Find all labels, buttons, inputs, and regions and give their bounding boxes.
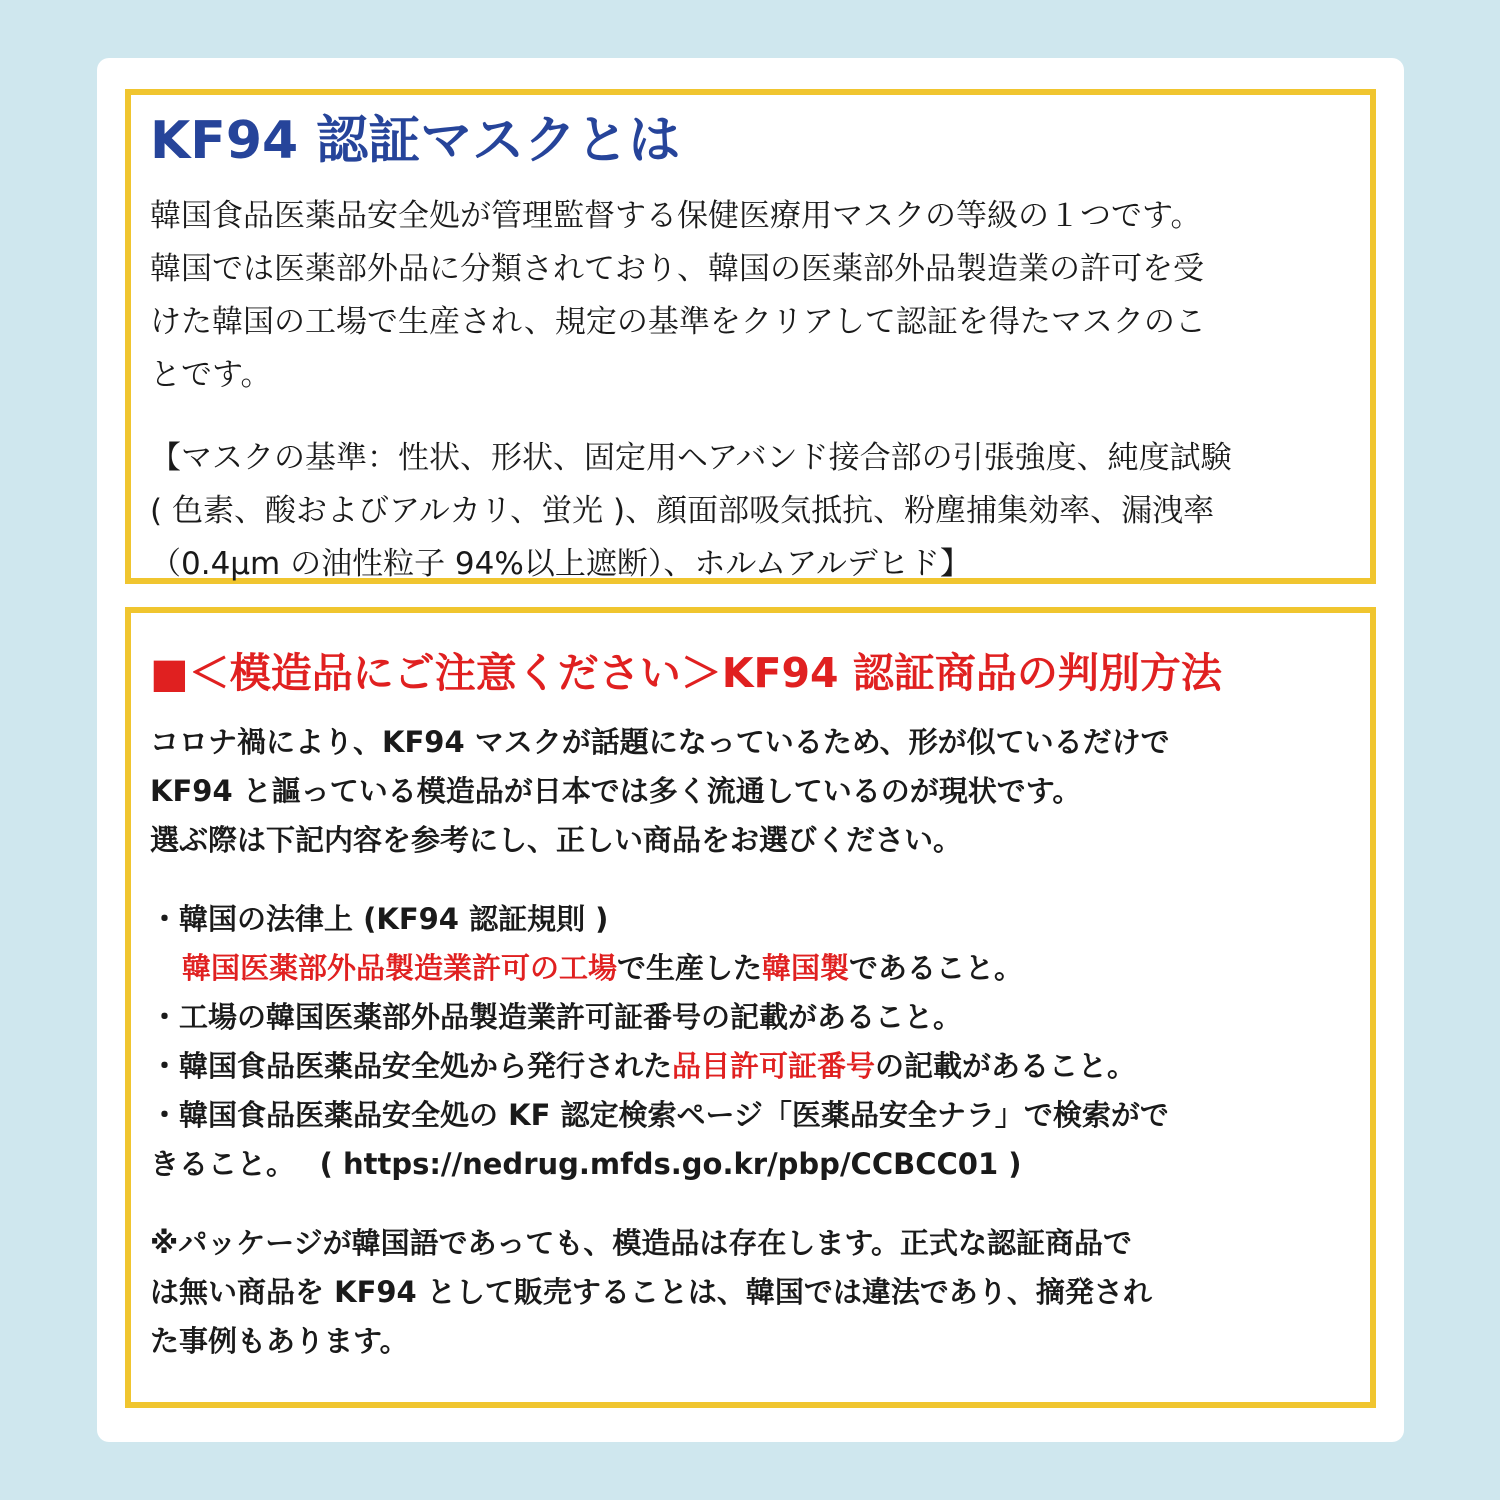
section1-line: 韓国食品医薬品安全処が管理監督する保健医療用マスクの等級の１つです。 — [150, 198, 1202, 234]
standard-line: 【マスクの基準：性状、形状、固定用ヘアバンド接合部の引張強度、純度試験 — [150, 440, 1232, 476]
bullet-item-license — [150, 1042, 1170, 1091]
section2-body — [150, 718, 1170, 1366]
intro-line: KF94 と謳っている模造品が日本では多く流通しているのが現状です。 — [150, 774, 1082, 808]
plain-text: で生産した — [617, 951, 763, 985]
plain-text: の記載があること。 — [875, 1049, 1137, 1083]
section2-title-text: ＜模造品にご注意ください＞KF94 認証商品の判別方法 — [188, 649, 1222, 697]
spacer — [150, 1189, 1170, 1219]
bullet-factory-license: ・工場の韓国医薬部外品製造業許可証番号の記載があること。 — [150, 1000, 963, 1034]
square-marker-icon: ■ — [150, 649, 189, 697]
highlight-text: 韓国医薬部外品製造業許可の工場 — [182, 951, 618, 985]
spacer — [150, 865, 1170, 895]
section1-title: KF94 認証マスクとは — [150, 111, 681, 171]
highlight-text: 品目許可証番号 — [672, 1049, 876, 1083]
intro-line: 選ぶ際は下記内容を参考にし、正しい商品をお選びください。 — [150, 823, 963, 857]
section1-line: とです。 — [150, 357, 272, 393]
plain-text: であること。 — [849, 951, 1024, 985]
section1-body — [150, 190, 1232, 591]
plain-text: ・韓国食品医薬品安全処から発行された — [150, 1049, 673, 1083]
note-line: た事例もあります。 — [150, 1324, 409, 1358]
section2-title — [150, 645, 1222, 701]
intro-line: コロナ禍により、KF94 マスクが話題になっているため、形が似ているだけで — [150, 725, 1170, 759]
bullet-law-detail — [150, 944, 1170, 993]
standard-line: ( 色素、酸およびアルカリ、蛍光 )、顔面部吸気抵抗、粉塵捕集効率、漏洩率 — [150, 493, 1215, 529]
note-line: ※パッケージが韓国語であっても、模造品は存在します。正式な認証商品で — [150, 1226, 1133, 1260]
spacer — [150, 402, 1232, 432]
bullet-search-url: きること。 ( https://nedrug.mfds.go.kr/pbp/CCBCC01 ) — [150, 1147, 1022, 1181]
bullet-law: ・韓国の法律上 (KF94 認証規則 ) — [150, 902, 609, 936]
highlight-text: 韓国製 — [762, 951, 850, 985]
section1-line: けた韓国の工場で生産され、規定の基準をクリアして認証を得たマスクのこ — [150, 304, 1206, 340]
standard-line: （0.4μm の油性粒子 94%以上遮断）、ホルムアルデヒド】 — [150, 546, 971, 582]
section1-line: 韓国では医薬部外品に分類されており、韓国の医薬部外品製造業の許可を受 — [150, 251, 1204, 287]
bullet-search: ・韓国食品医薬品安全処の KF 認定検索ページ「医薬品安全ナラ」で検索がで — [150, 1098, 1169, 1132]
note-line: は無い商品を KF94 として販売することは、韓国では違法であり、摘発され — [150, 1275, 1152, 1309]
